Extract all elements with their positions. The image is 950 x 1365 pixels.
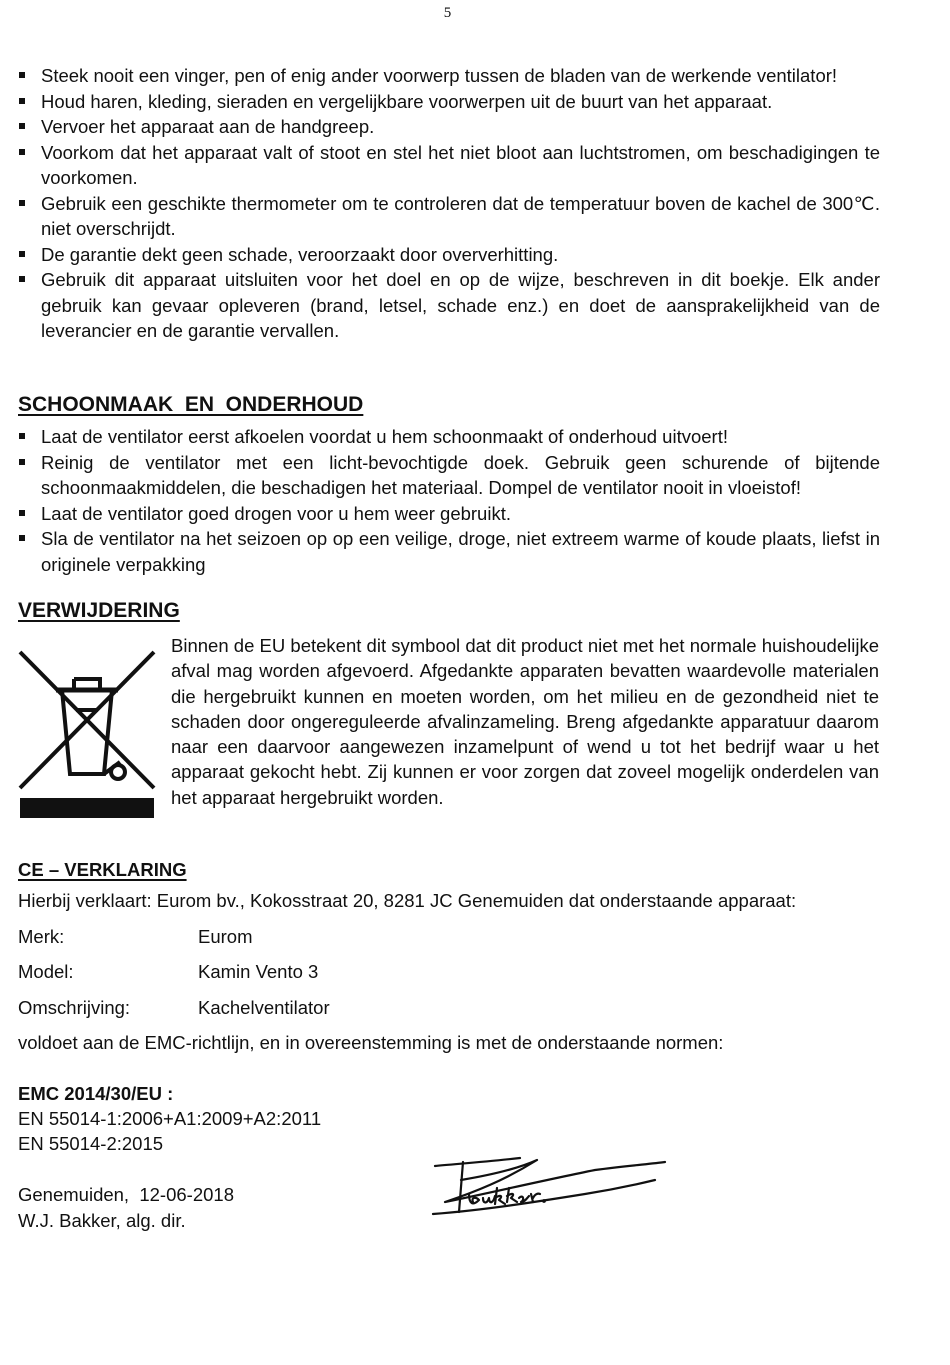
weee-crossed-bin-icon [18,650,156,818]
spec-label: Merk: [18,926,65,947]
list-item: Steek nooit een vinger, pen of enig ander voorwerp tussen de bladen van de werkende ventilator! [18,63,880,89]
maintenance-list [18,424,880,577]
list-item: Reinig de ventilator met een licht-bevochtigde doek. Gebruik geen schurende of bijtende schoonmaakmiddelen, die beschadigen het materiaal. Dompel de ventilator nooit in vloeistof! [18,450,880,501]
list-item: Gebruik een geschikte thermometer om te controleren dat de temperatuur boven de kachel de 300℃. niet overschrijdt. [18,191,880,242]
list-item: Laat de ventilator eerst afkoelen voordat u hem schoonmaakt of onderhoud uitvoert! [18,424,880,450]
safety-list [18,63,880,344]
signatory: W.J. Bakker, alg. dir. [18,1210,186,1231]
spec-row-model [18,959,718,984]
list-item: Houd haren, kleding, sieraden en vergelijkbare voorwerpen uit de buurt van het apparaat. [18,89,880,115]
spec-label: Model: [18,961,74,982]
spec-value: Kamin Vento 3 [198,961,319,982]
standard-2: EN 55014-2:2015 [18,1133,164,1154]
list-item: Vervoer het apparaat aan de handgreep. [18,114,880,140]
maintenance-heading: SCHOONMAAK EN ONDERHOUD [18,393,364,416]
spec-row-omschrijving [18,995,718,1020]
ce-intro: Hierbij verklaart: Eurom bv., Kokosstraat 20, 8281 JC Genemuiden dat onderstaande apparaat: [18,890,797,911]
place-date: Genemuiden, 12-06-2018 [18,1184,234,1205]
spec-row-merk [18,924,718,949]
list-item: Gebruik dit apparaat uitsluiten voor het doel en op de wijze, beschreven in dit boekje. Elk ander gebruik kan gevaar opleveren (brand, letsel, schade enz.) en doet de aansprakelijkheid van de leverancier en de garantie vervallen. [18,267,880,344]
page-number: 5 [443,5,452,21]
spec-label: Omschrijving: [18,997,131,1018]
list-item: Voorkom dat het apparaat valt of stoot en stel het niet bloot aan luchtstromen, om beschadigingen te voorkomen. [18,140,880,191]
spec-value: Kachelventilator [198,997,330,1018]
list-item: Laat de ventilator goed drogen voor u hem weer gebruikt. [18,501,880,527]
ce-heading: CE – VERKLARING [18,859,187,880]
compliance-statement: voldoet aan de EMC-richtlijn, en in overeenstemming is met de onderstaande normen: [18,1032,724,1053]
standard-1: EN 55014-1:2006+A1:2009+A2:2011 [18,1108,322,1129]
emc-heading: EMC 2014/30/EU : [18,1083,174,1104]
signature-image [425,1150,670,1230]
disposal-heading: VERWIJDERING [18,599,180,622]
list-item: Sla de ventilator na het seizoen op op een veilige, droge, niet extreem warme of koude plaats, liefst in originele verpakking [18,526,880,577]
list-item: De garantie dekt geen schade, veroorzaakt door oververhitting. [18,242,880,268]
spec-value: Eurom [198,926,253,947]
disposal-text: Binnen de EU betekent dit symbool dat dit product niet met het normale huishoudelijke afval mag worden afgevoerd. Afgedankte apparaten bevatten waardevolle materialen die hergebruikt kunnen en moeten worden, om het milieu en de gezondheid niet te schaden door ongereguleerde afvalinzameling. Breng afgedankte apparatuur daarom naar een daarvoor aangewezen inzamelpunt of wend u tot het bedrijf waar u het apparaat gekocht hebt. Zij kunnen er voor zorgen dat zoveel mogelijk onderdelen van het apparaat hergebruikt worden. [171,635,879,808]
